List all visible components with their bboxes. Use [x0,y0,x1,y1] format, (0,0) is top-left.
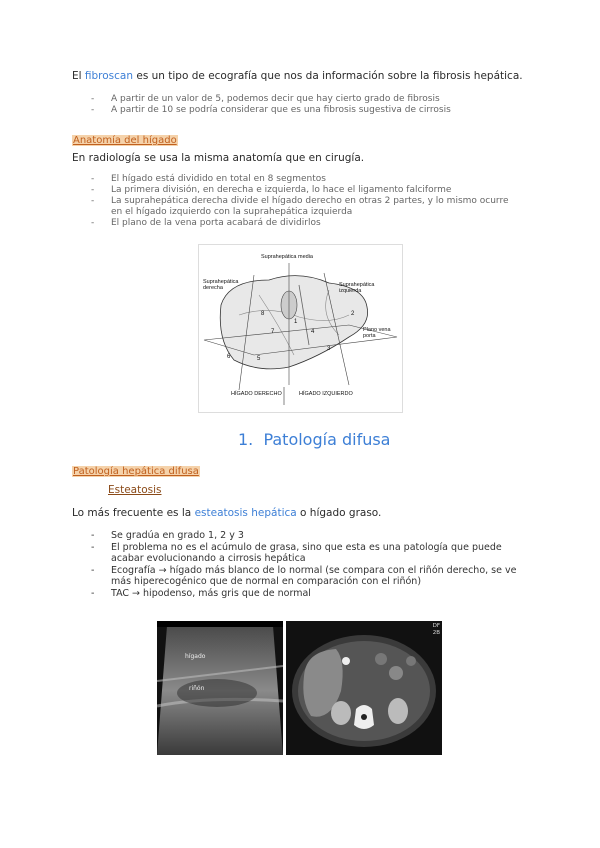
anatomy-paragraph: En radiología se usa la misma anatomía que en cirugía. [72,152,365,164]
diffuse-heading-text: Patología hepática difusa [73,466,199,477]
intro-bullet-list [91,94,511,116]
segment-number: 5 [257,356,261,362]
ct-kidney-right [331,701,351,725]
ct-vessel [342,657,350,665]
ct-label-a: DF [432,623,440,629]
ultrasound-top-bar [157,621,283,627]
segment-number: 7 [271,329,275,335]
segment-number: 2 [351,311,355,317]
ct-spinal-canal [361,714,367,720]
section-title-text: Patología difusa [263,430,391,449]
segment-number: 1 [294,319,298,325]
label-right-liver: HÍGADO DERECHO [231,391,282,397]
liver-segments-figure [198,244,403,413]
steatosis-paragraph [72,507,381,519]
intro-text-end: es un tipo de ecografía que nos da información sobre la fibrosis hepática. [133,70,523,82]
list-item: - La suprahepática derecha divide el hígado derecho en otras 2 partes, y lo mismo ocurre en el hígado izquierdo con la suprahepática izquierda [91,196,521,218]
label-liver: hígado [185,653,206,660]
anatomy-heading-text: Anatomía del hígado [73,135,177,146]
segment-number: 4 [311,329,315,335]
label-left-liver: HÍGADO IZQUIERDO [299,391,353,397]
section-number: 1. [238,430,254,449]
label-suprahepatic-middle: Suprahepática media [261,254,313,260]
ultrasound-graphic [157,621,283,755]
ct-corner-labels [433,623,440,637]
steatosis-text-end: o hígado graso. [296,507,382,519]
segment-number: 6 [227,354,231,360]
intro-keyword: fibroscan [84,70,134,82]
steatosis-text-start: Lo más frecuente es la [72,507,195,519]
intro-paragraph [72,70,523,82]
list-item: - A partir de un valor de 5, podemos decir que hay cierto grado de fibrosis [91,94,511,105]
list-item: - Se gradúa en grado 1, 2 y 3 [91,530,531,542]
steatosis-bullet-list [91,530,531,599]
list-item: - Ecografía → hígado más blanco de lo normal (se compara con el riñón derecho, se ve más hiperecogénico que de normal en comparación con el riñón) [91,565,531,588]
ct-graphic [286,621,442,755]
ct-bowel [389,666,403,680]
section-title [238,430,390,449]
list-item: - El problema no es el acúmulo de grasa, sino que esta es una patología que puede acabar evolucionando a cirrosis hepática [91,542,531,565]
segment-number: 3 [327,346,331,352]
label-suprahepatic-left: Suprahepática izquierda [339,282,375,294]
list-item: - El plano de la vena porta acabará de dividirlos [91,218,521,229]
diffuse-heading [72,459,200,478]
segment-number: 8 [261,311,265,317]
kidney-shadow [177,679,257,707]
ct-bowel [406,656,416,666]
steatosis-subheading: Esteatosis [108,484,162,496]
list-item: - El hígado está dividido en total en 8 segmentos [91,174,521,185]
list-item: - La primera división, en derecha e izquierda, lo hace el ligamento falciforme [91,185,521,196]
list-item: - A partir de 10 se podría considerar que es una fibrosis sugestiva de cirrosis [91,105,511,116]
anatomy-heading [72,128,178,147]
label-kidney: riñón [189,685,205,692]
ct-image [286,621,442,755]
steatosis-keyword: esteatosis hepática [194,507,297,519]
list-item: - TAC → hipodenso, más gris que de normal [91,588,531,600]
ultrasound-image [157,621,283,755]
label-suprahepatic-right: Suprahepática derecha [203,279,239,291]
ct-kidney-left [388,698,408,724]
ct-label-b: 2B [432,630,440,636]
intro-text-start: El [72,70,85,82]
ct-bowel [375,653,387,665]
label-portal-plane: Plano vena porta [363,327,391,339]
anatomy-bullet-list [91,174,521,229]
